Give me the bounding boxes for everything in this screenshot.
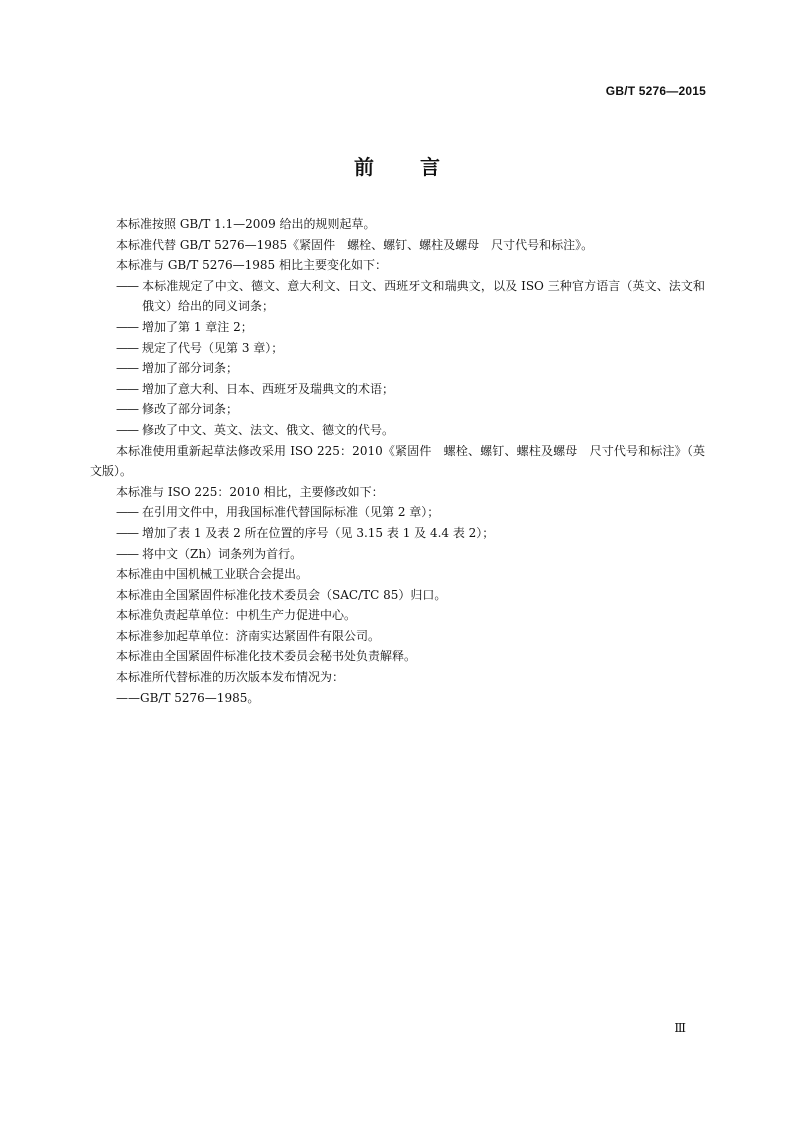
paragraph: 本标准与 ISO 225：2010 相比，主要修改如下： xyxy=(116,484,384,499)
paragraph: 本标准按照 GB/T 1.1—2009 给出的规则起草。 xyxy=(116,217,376,231)
page-title: 前言 xyxy=(354,155,486,179)
list-item-text: 规定了代号（见第 3 章）； xyxy=(142,340,284,355)
dash-bullet: —— xyxy=(116,278,138,293)
list-item xyxy=(90,276,705,317)
dash-bullet: —— xyxy=(116,381,138,396)
list-item-text: 将中文（Zh）词条列为首行。 xyxy=(142,546,303,561)
page-number: Ⅲ xyxy=(674,1021,686,1035)
dash-bullet: —— xyxy=(116,690,140,705)
list-item-text: GB/T 5276—1985。 xyxy=(140,690,260,705)
paragraph: 本标准使用重新起草法修改采用 ISO 225：2010《紧固件 螺栓、螺钉、螺柱及螺母 尺寸代号和标注》（英文版）。 xyxy=(90,443,705,479)
list-item-text: 在引用文件中，用我国标准代替国际标准（见第 2 章）； xyxy=(142,505,440,520)
dash-bullet: —— xyxy=(116,319,138,334)
list-item-text: 增加了第 1 章注 2； xyxy=(142,319,253,334)
dash-bullet: —— xyxy=(116,340,138,355)
list-item xyxy=(90,420,705,441)
list-item xyxy=(90,523,705,544)
paragraph: 本标准由全国紧固件标准化技术委员会秘书处负责解释。 xyxy=(116,649,417,664)
list-item xyxy=(90,502,705,523)
list-item xyxy=(90,688,705,709)
paragraph: 本标准由全国紧固件标准化技术委员会（SAC/TC 85）归口。 xyxy=(116,587,447,602)
list-item-text: 增加了意大利、日本、西班牙及瑞典文的术语； xyxy=(142,381,395,396)
dash-bullet: —— xyxy=(116,402,138,417)
paragraph: 本标准由中国机械工业联合会提出。 xyxy=(116,567,309,582)
dash-bullet: —— xyxy=(116,422,138,437)
dash-bullet: —— xyxy=(116,525,138,540)
standard-number: GB/T 5276—2015 xyxy=(605,84,706,98)
list-item-text: 增加了部分词条； xyxy=(142,361,239,376)
dash-bullet: —— xyxy=(116,546,138,561)
list-item xyxy=(90,317,705,338)
list-item xyxy=(90,358,705,379)
list-item-text: 增加了表 1 及表 2 所在位置的序号（见 3.15 表 1 及 4.4 表 2）； xyxy=(142,525,495,540)
list-item-text: 修改了部分词条； xyxy=(142,402,239,417)
dash-bullet: —— xyxy=(116,361,138,376)
list-item-text: 本标准规定了中文、德文、意大利文、日文、西班牙文和瑞典文，以及 ISO 三种官方语言（英文、法文和俄文）给出的同义词条； xyxy=(142,278,705,314)
paragraph: 本标准与 GB/T 5276—1985 相比主要变化如下： xyxy=(116,258,387,273)
paragraph: 本标准代替 GB/T 5276—1985《紧固件 螺栓、螺钉、螺柱及螺母 尺寸代号和标注》。 xyxy=(116,237,594,252)
paragraph: 本标准所代替标准的历次版本发布情况为： xyxy=(116,670,345,685)
dash-bullet: —— xyxy=(116,505,138,520)
foreword-body xyxy=(90,214,705,708)
paragraph: 本标准参加起草单位：济南实达紧固件有限公司。 xyxy=(116,628,381,643)
list-item xyxy=(90,338,705,359)
paragraph: 本标准负责起草单位：中机生产力促进中心。 xyxy=(116,608,357,623)
list-item xyxy=(90,379,705,400)
list-item-text: 修改了中文、英文、法文、俄文、德文的代号。 xyxy=(142,422,395,437)
list-item xyxy=(90,544,705,565)
list-item xyxy=(90,399,705,420)
